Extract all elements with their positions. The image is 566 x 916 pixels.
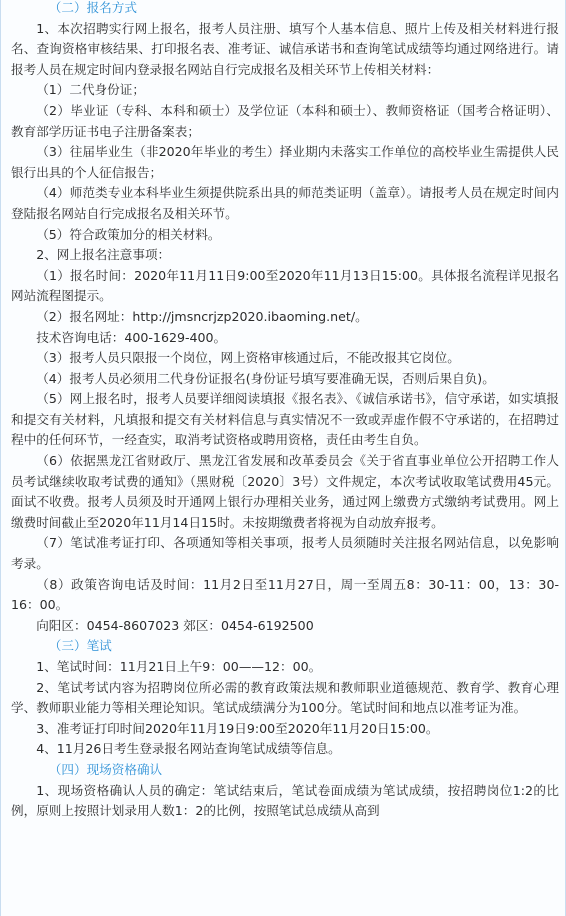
section-heading-qualification-check: （四）现场资格确认 (48, 761, 163, 777)
paragraph: 1、本次招聘实行网上报名，报考人员注册、填写个人基本信息、照片上传及相关材料进行报名、查询资格审核结果、打印报名表、准考证、诚信承诺书和查询笔试成绩等均通过网络进行。请报考人员在规定时间内登录报名网站自行完成报名及相关环节上传相关材料： (11, 20, 559, 77)
paragraph: （5）网上报名时，报考人员要详细阅读填报《报名表》、《诚信承诺书》，信守承诺，如实填报和提交有关材料，凡填报和提交有关材料信息与真实情况不一致或弄虚作假不守承诺的，在招聘过程中的任何环节，一经查实，取消考试资格或聘用资格，责任由考生自负。 (11, 391, 559, 448)
paragraph: （8）政策咨询电话及时间：11月2日至11月27日，周一至周五8：30-11：00，13：30-16：00。 (11, 576, 559, 613)
paragraph: （7）笔试准考证打印、各项通知等相关事项，报考人员须随时关注报名网站信息，以免影响考录。 (11, 535, 559, 572)
paragraph: 2、网上报名注意事项： (36, 247, 171, 263)
paragraph: （4）师范类专业本科毕业生须提供院系出具的师范类证明（盖章）。请报考人员在规定时间内登陆报名网站自行完成报名及相关环节。 (11, 185, 559, 221)
district-phones: 向阳区：0454-8607023 郊区：0454-6192500 (36, 617, 314, 633)
registration-url-paragraph[interactable]: （2）报名网址：http://jmsncrjzp2020.ibaoming.net/。 (36, 308, 368, 324)
paragraph: 4、11月26日考生登录报名网站查询笔试成绩等信息。 (36, 741, 341, 757)
paragraph: 1、笔试时间：11月21日上午9：00——12：00。 (36, 659, 322, 674)
paragraph: （1）二代身份证； (36, 82, 145, 98)
paragraph: 3、准考证打印时间2020年11月19日9:00至2020年11月20日15:00。 (36, 720, 439, 736)
paragraph: （2）毕业证（专科、本科和硕士）及学位证（本科和硕士）、教师资格证（国考合格证明）、教育部学历证书电子注册备案表； (11, 102, 559, 139)
paragraph: （5）符合政策加分的相关材料。 (36, 226, 221, 242)
paragraph: （6）依据黑龙江省财政厅、黑龙江省发展和改革委员会《关于省直事业单位公开招聘工作人员考试继续收取考试费的通知》（黑财税〔2020〕3号）文件规定，本次考试收取笔试费用45元。面试不收费。报考人员须及时开通网上银行办理相关业务，通过网上缴费方式缴纳考试费用。网上缴费时间截止至2020年11月14日15时。未按期缴费者将视为自动放弃报考。 (11, 453, 559, 530)
section-heading-written-exam: （三）笔试 (48, 638, 112, 654)
paragraph: 1、现场资格确认人员的确定：笔试结束后，笔试卷面成绩为笔试成绩，按招聘岗位1:2的比例，原则上按照计划录用人数1：2的比例，按照笔试总成绩从高到 (11, 782, 559, 819)
paragraph: （3）往届毕业生（非2020年毕业的考生）择业期内未落实工作单位的高校毕业生需提供人民银行出具的个人征信报告； (11, 144, 559, 180)
article-body (1, 0, 566, 822)
tech-support-phone: 技术咨询电话：400-1629-400。 (36, 329, 227, 345)
paragraph: （4）报考人员必须用二代身份证报名(身份证号填写要准确无误，否则后果自负)。 (36, 370, 495, 386)
paragraph: （1）报名时间：2020年11月11日9:00至2020年11月13日15:00。具体报名流程详见报名网站流程图提示。 (11, 267, 559, 304)
section-heading-registration: （二）报名方式 (48, 0, 137, 15)
paragraph: 2、笔试考试内容为招聘岗位所必需的教育政策法规和教师职业道德规范、教育学、教育心理学、教师职业能力等相关理论知识。笔试成绩满分为100分。笔试时间和地点以准考证为准。 (11, 679, 559, 716)
paragraph: （3）报考人员只限报一个岗位，网上资格审核通过后，不能改报其它岗位。 (36, 350, 460, 366)
